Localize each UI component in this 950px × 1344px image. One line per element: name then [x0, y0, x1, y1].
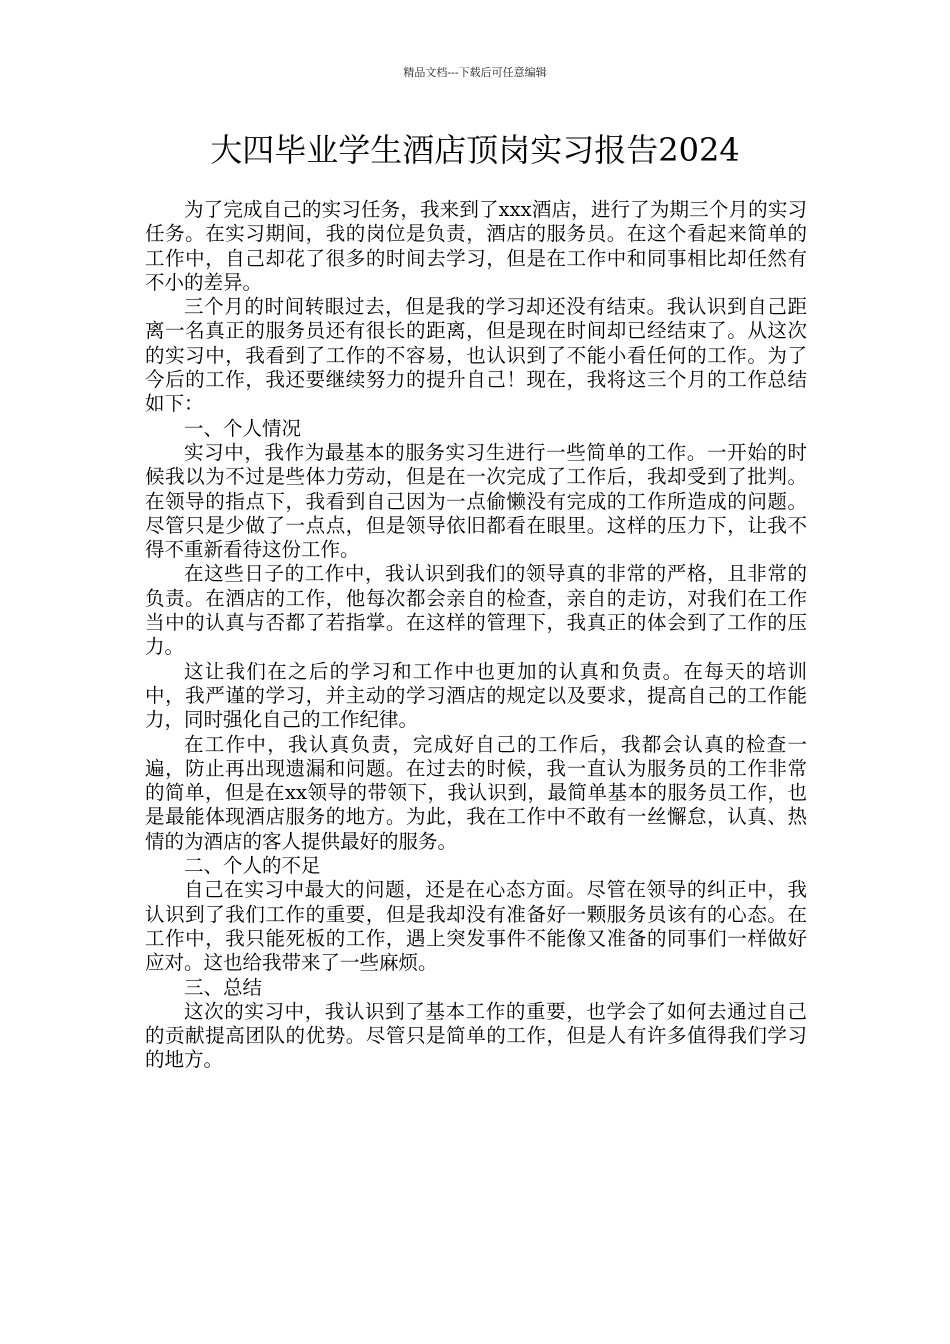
- document-title: 大四毕业学生酒店顶岗实习报告2024: [210, 131, 740, 169]
- section-heading-summary: 三、总结: [184, 975, 263, 999]
- section-heading-personal-situation: 一、个人情况: [184, 416, 302, 440]
- paragraph: 这让我们在之后的学习和工作中也更加的认真和负责。在每天的培训中，我严谨的学习，并主动的学习酒店的规定以及要求，提高自己的工作能力，同时强化自己的工作纪律。: [145, 659, 807, 732]
- document-body: [145, 198, 807, 1073]
- paragraph: 在这些日子的工作中，我认识到我们的领导真的非常的严格，且非常的负责。在酒店的工作，他每次都会亲自的检查，亲自的走访，对我们在工作当中的认真与否都了若指掌。在这样的管理下，我真正的体会到了工作的压力。: [145, 562, 807, 659]
- section-heading-shortcomings: 二、个人的不足: [184, 854, 321, 878]
- paragraph: 自己在实习中最大的问题，还是在心态方面。尽管在领导的纠正中，我认识到了我们工作的重要，但是我却没有准备好一颗服务员该有的心态。在工作中，我只能死板的工作，遇上突发事件不能像又准备的同事们一样做好应对。这也给我带来了一些麻烦。: [145, 878, 807, 975]
- paragraph: 这次的实习中，我认识到了基本工作的重要，也学会了如何去通过自己的贡献提高团队的优势。尽管只是简单的工作，但是人有许多值得我们学习的地方。: [145, 999, 807, 1072]
- paragraph-overview: 三个月的时间转眼过去，但是我的学习却还没有结束。我认识到自己距离一名真正的服务员还有很长的距离，但是现在时间却已经结束了。从这次的实习中，我看到了工作的不容易，也认识到了不能小看任何的工作。为了今后的工作，我还要继续努力的提升自己！现在，我将这三个月的工作总结如下：: [145, 295, 807, 416]
- paragraph: 在工作中，我认真负责，完成好自己的工作后，我都会认真的检查一遍，防止再出现遗漏和问题。在过去的时候，我一直认为服务员的工作非常的简单，但是在xx领导的带领下，我认识到，最简单基本的服务员工作，也是最能体现酒店服务的地方。为此，我在工作中不敢有一丝懈怠，认真、热情的为酒店的客人提供最好的服务。: [145, 732, 807, 853]
- header-note: 精品文档---下载后可任意编辑: [403, 66, 547, 79]
- paragraph-intro: 为了完成自己的实习任务，我来到了xxx酒店，进行了为期三个月的实习任务。在实习期间，我的岗位是负责，酒店的服务员。在这个看起来简单的工作中，自己却花了很多的时间去学习，但是在工作中和同事相比却任然有不小的差异。: [145, 198, 807, 294]
- paragraph: 实习中，我作为最基本的服务实习生进行一些简单的工作。一开始的时候我以为不过是些体力劳动，但是在一次完成了工作后，我却受到了批判。在领导的指点下，我看到自己因为一点偷懒没有完成的工作所造成的问题。尽管只是少做了一点点，但是领导依旧都看在眼里。这样的压力下，让我不得不重新看待这份工作。: [145, 440, 807, 562]
